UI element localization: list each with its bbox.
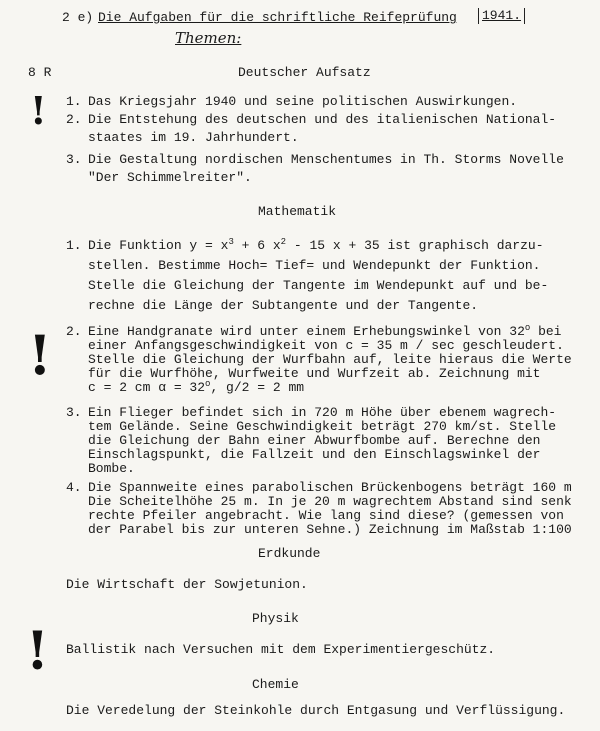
math-item-number: 3. [66, 405, 82, 420]
exclamation-mark-icon: ! [30, 88, 47, 133]
physik-text: Ballistik nach Versuchen mit dem Experimentiergeschütz. [66, 642, 496, 657]
deutsch-item-number: 1. [66, 94, 82, 109]
math-item-line: der Parabel bis zur unteren Sehne.) Zeichnung im Maßstab 1:100 [88, 522, 572, 537]
heading-chemie: Chemie [252, 677, 299, 692]
chemie-text: Die Veredelung der Steinkohle durch Entgasung und Verflüssigung. [66, 703, 566, 718]
heading-mathematik: Mathematik [258, 204, 337, 219]
math-item-line: einer Anfangsgeschwindigkeit von c = 35 m / sec geschleudert. [88, 338, 564, 353]
exclamation-mark-icon: ! [26, 621, 49, 682]
math-item-line: Bombe. [88, 461, 135, 476]
math-item-line: c = 2 cm $\alpha = 32^o$, g/2 = 2 mm [88, 379, 305, 395]
math-item-number: 4. [66, 480, 82, 495]
math-item-line: rechte Pfeiler angebracht. Wie lang sind diese? (gemessen von [88, 508, 564, 523]
erdkunde-text: Die Wirtschaft der Sowjetunion. [66, 577, 308, 592]
class-label: 8 R [28, 65, 52, 80]
math-item-line: Stelle die Gleichung der Wurfbahn auf, leite hieraus die Werte [88, 352, 572, 367]
handwritten-subtitle: Themen: [175, 29, 242, 47]
exam-year: 1941. [478, 8, 525, 24]
math-item-line: Die Funktion $y = x^3 + 6$ $x^2 - 15$ x + 35 ist graphisch darzu- [88, 237, 544, 253]
deutsch-item-number: 3. [66, 152, 82, 167]
deutsch-item-number: 2. [66, 112, 82, 127]
exclamation-mark-icon: ! [28, 323, 52, 387]
section-label: 2 e) [62, 10, 94, 25]
deutsch-item-line: staates im 19. Jahrhundert. [88, 130, 299, 145]
deutsch-item-line: Die Gestaltung nordischen Menschentumes in Th. Storms Novelle [88, 152, 564, 167]
math-item-line: stellen. Bestimme Hoch= Tief= und Wendepunkt der Funktion. [88, 258, 541, 273]
deutsch-item-line: "Der Schimmelreiter". [88, 170, 252, 185]
math-item-line: tem Gelände. Seine Geschwindigkeit beträgt 270 km/st. Stelle [88, 419, 557, 434]
math-item-line: Einschlagspunkt, die Fallzeit und den Einschlagswinkel der [88, 447, 541, 462]
heading-physik: Physik [252, 611, 299, 626]
math-item-line: Eine Handgranate wird unter einem Erhebungswinkel von 32$^o$ bei [88, 323, 562, 339]
math-item-number: 2. [66, 324, 82, 339]
math-item-line: die Gleichung der Bahn einer Abwurfbombe auf. Berechne den [88, 433, 541, 448]
math-item-number: 1. [66, 238, 82, 253]
math-item-line: Stelle die Gleichung der Tangente im Wendepunkt auf und be- [88, 278, 549, 293]
math-item-line: für die Wurfhöhe, Wurfweite und Wurfzeit ab. Zeichnung mit [88, 366, 541, 381]
deutsch-item-line: Die Entstehung des deutschen und des italienischen National- [88, 112, 557, 127]
deutsch-item-line: Das Kriegsjahr 1940 und seine politischen Auswirkungen. [88, 94, 518, 109]
page-title: Die Aufgaben für die schriftliche Reifeprüfung [98, 10, 457, 25]
heading-deutsch: Deutscher Aufsatz [238, 65, 371, 80]
math-item-line: Die Spannweite eines parabolischen Brückenbogens beträgt 160 m [88, 480, 572, 495]
math-item-line: rechne die Länge der Subtangente und der Tangente. [88, 298, 479, 313]
math-item-line: Ein Flieger befindet sich in 720 m Höhe über ebenem wagrech- [88, 405, 557, 420]
math-item-line: Die Scheitelhöhe 25 m. In je 20 m wagrechtem Abstand sind senk [88, 494, 572, 509]
heading-erdkunde: Erdkunde [258, 546, 321, 561]
